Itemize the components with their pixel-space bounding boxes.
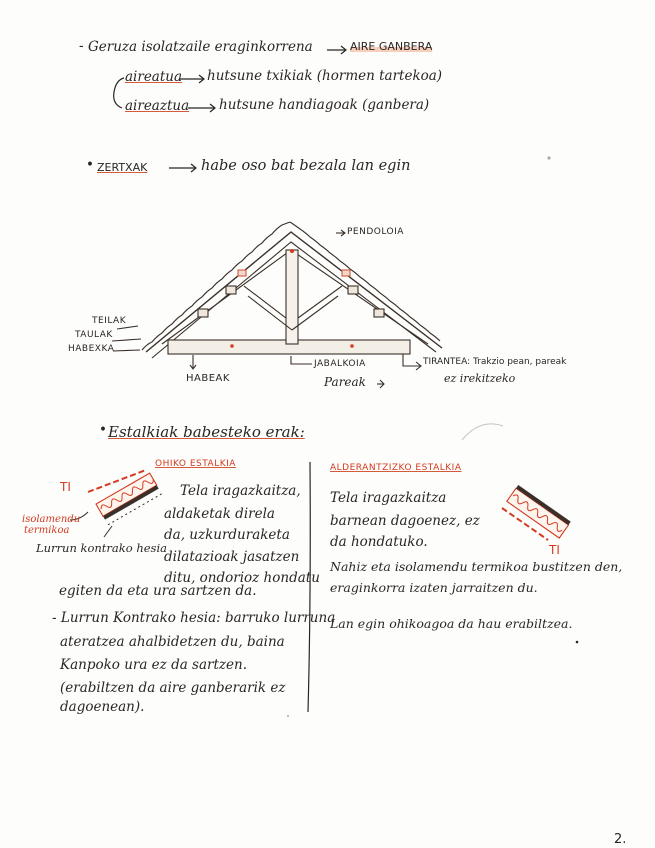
zertxak-bullet: •	[86, 157, 94, 173]
ohiko-para2-line: - Lurrun Kontrako hesia: barruko lurruna	[52, 610, 336, 626]
brace-icon	[114, 78, 124, 108]
label-tirantea: TIRANTEA: Trakzio pean, pareak	[423, 357, 567, 367]
ohiko-para1-line: dilatazioak jasatzen	[164, 549, 300, 565]
alderantzizko-ti-label: TI	[549, 543, 560, 557]
intro-bullet: -	[79, 38, 84, 54]
label-pendoloia: PENDOLOIA	[347, 227, 404, 237]
intro-branch1-term: aireatua	[125, 69, 183, 85]
intro-line1-result: AIRE GANBERA	[350, 40, 433, 53]
estalkiak-title: Estalkiak babesteko erak:	[108, 423, 305, 441]
ohiko-para1-line: Tela iragazkaitza,	[180, 483, 301, 499]
ohiko-para2-line: (erabiltzen da aire ganberarik ez	[60, 680, 286, 696]
ohiko-para1-line: ditu, ondorioz hondatu	[164, 570, 320, 586]
ohiko-section-sketch	[70, 470, 162, 537]
ohiko-ti-label: TI	[60, 480, 71, 494]
alderantzizko-heading: ALDERANTZIZKO ESTALKIA	[330, 463, 462, 473]
alderantzizko-para1-line: Tela iragazkaitza	[330, 490, 447, 506]
ink-dot	[576, 641, 579, 644]
column-divider	[308, 462, 310, 712]
roof-truss-diagram	[112, 222, 442, 388]
ink-dot	[287, 715, 289, 717]
label-tirantea-cont: ez irekitzeko	[444, 372, 516, 385]
ohiko-para1-end: egiten da eta ura sartzen da.	[59, 583, 257, 599]
ohiko-para2-line: ateratzea ahalbidetzen du, baina	[60, 634, 285, 650]
ohiko-para2-line: dagoenean).	[60, 699, 145, 715]
alderantzizko-section-sketch	[502, 485, 571, 540]
alderantzizko-para1-line: da hondatuko.	[330, 534, 428, 550]
intro-branch1-desc: hutsune txikiak (hormen tartekoa)	[207, 68, 443, 84]
intro-branch2-term: aireaztua	[125, 98, 190, 114]
ohiko-isolamendu-label-1: isolamendu	[22, 514, 81, 525]
ohiko-lurrun-label: Lurrun kontrako hesia	[36, 541, 167, 555]
estalkiak-bullet: •	[99, 422, 107, 438]
ohiko-para2-line: Kanpoko ura ez da sartzen.	[60, 657, 248, 673]
ink-dot	[547, 156, 550, 159]
alderantzizko-para3: Lan egin ohikoagoa da hau erabiltzea.	[330, 616, 573, 631]
label-jabalkoia: JABALKOIA	[314, 359, 366, 369]
ohiko-heading: OHIKO ESTALKIA	[155, 459, 236, 469]
ohiko-para1-line: da, uzkurduraketa	[164, 527, 290, 543]
alderantzizko-para2-line: Nahiz eta isolamendu termikoa bustitzen den,	[330, 559, 623, 574]
alderantzizko-para1-line: barnean dagoenez, ez	[330, 513, 480, 529]
alderantzizko-para2-line: eraginkorra izaten jarraitzen du.	[330, 580, 538, 595]
label-pareak: Pareak	[324, 375, 366, 389]
page-number: 2.	[614, 832, 627, 847]
label-habexka: HABEXKA	[68, 344, 115, 354]
zertxak-desc: habe oso bat bezala lan egin	[201, 158, 411, 174]
zertxak-term: ZERTXAK	[97, 161, 148, 174]
ohiko-para1-line: aldaketak direla	[164, 506, 275, 522]
label-teilak: TEILAK	[92, 316, 127, 326]
label-habeak: HABEAK	[186, 373, 230, 384]
intro-branch2-desc: hutsune handiagoak (ganbera)	[219, 97, 430, 113]
intro-line1-text: Geruza isolatzaile eraginkorrena	[88, 39, 313, 55]
sketch-arc	[462, 424, 503, 440]
ohiko-isolamendu-label-2: termikoa	[24, 525, 70, 536]
label-taulak: TAULAK	[75, 330, 113, 340]
